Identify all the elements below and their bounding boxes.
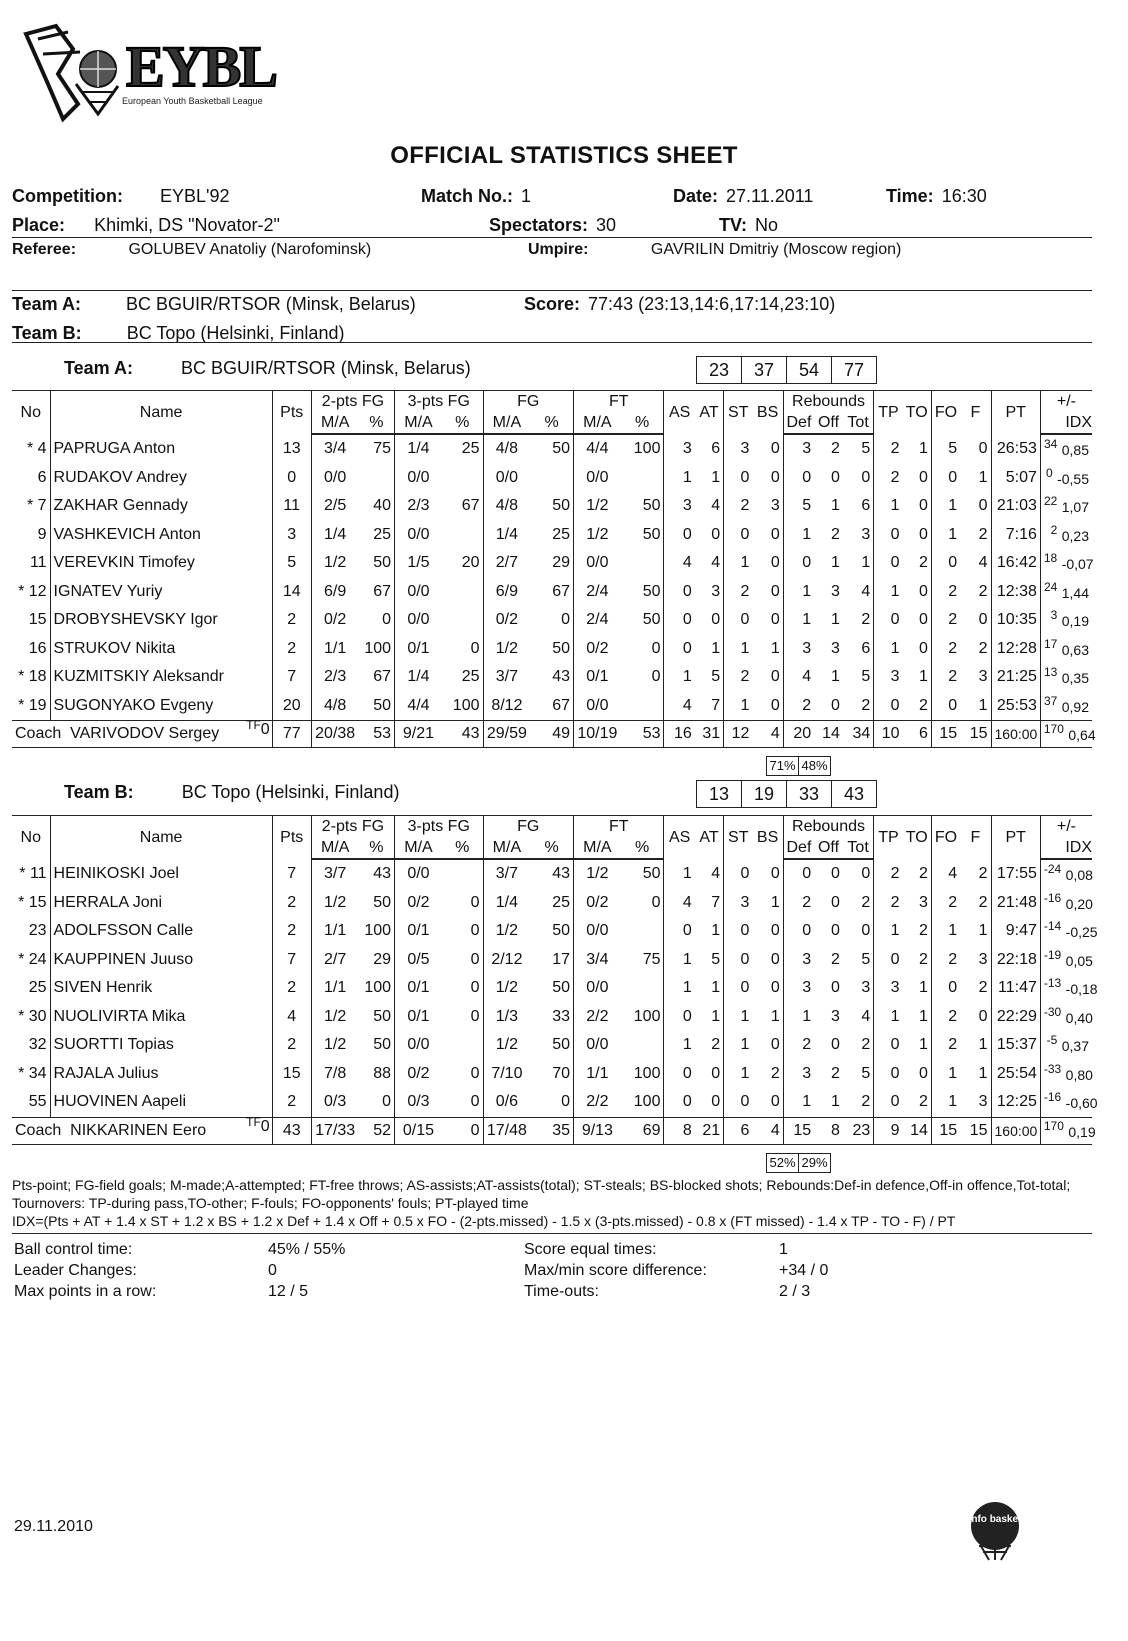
- col-2pts: 2-pts FG: [311, 391, 394, 413]
- col-tp: TP: [874, 816, 903, 860]
- player-row: * 24 KAUPPINEN Juuso 7 2/7 29 0/5 0 2/12 17 3/4 75 1 5 0 0 3 2 5 0 2 2 3 22:18 $^{-19}$ 0,05: [12, 946, 1092, 975]
- player-name: NUOLIVIRTA Mika: [50, 1003, 272, 1032]
- summary-left-values: 45% / 55% 0 12 / 5: [268, 1241, 346, 1300]
- player-row: * 12 IGNATEV Yuriy 14 6/9 67 0/0 6/9 67 2/4 50 0 3 2 0 1 3 4 1 0 2 2 12:38 $^{24}$ 1,44: [12, 578, 1092, 607]
- player-row: 55 HUOVINEN Aapeli 2 0/3 0 0/3 0 0/6 0 2/2 100 0 0 0 0 1 1 2 0 2 1 3 12:25 $^{-16}$ -0,60: [12, 1088, 1092, 1117]
- player-row: 25 SIVEN Henrik 2 1/1 100 0/1 0 1/2 50 0/0 1 1 0 0 3 0 3 3 1 0 2 11:47 $^{-13}$ -0,18: [12, 974, 1092, 1003]
- player-name: VEREVKIN Timofey: [50, 549, 272, 578]
- col-idx: IDX: [1040, 412, 1092, 434]
- col-pt: PT: [991, 391, 1040, 435]
- team-a-quarter-scores: [696, 356, 877, 384]
- col-fg: FG: [483, 816, 573, 838]
- col-3pts: 3-pts FG: [395, 816, 483, 838]
- match-date: Date: 27.11.2011: [673, 186, 814, 206]
- player-name: STRUKOV Nikita: [50, 635, 272, 664]
- col-plusminus: +/-: [1040, 391, 1092, 413]
- col-as: AS: [664, 391, 695, 435]
- quarter-score: 54: [787, 357, 832, 383]
- col-at: AT: [695, 816, 724, 860]
- player-row: * 34 RAJALA Julius 15 7/8 88 0/2 0 7/10 70 1/1 100 0 0 1 2 3 2 5 0 0 1 1 25:54 $^{-33}$ 0,80: [12, 1060, 1092, 1089]
- svg-text:EYBL: EYBL: [126, 34, 276, 99]
- player-name: PAPRUGA Anton: [50, 434, 272, 464]
- col-pt: PT: [991, 816, 1040, 860]
- col-name: Name: [50, 391, 272, 435]
- col-at: AT: [695, 391, 724, 435]
- summary-right-labels: Score equal times: Max/min score difference: Time-outs:: [524, 1241, 707, 1300]
- player-row: * 19 SUGONYAKO Evgeny 20 4/8 50 4/4 100 8/12 67 0/0 4 7 1 0 2 0 2 0 2 0 1 25:53 $^{37}$ 0,92: [12, 692, 1092, 721]
- competition-row: Competition: EYBL'92: [12, 186, 230, 206]
- team-total-row: Coach VARIVODOV Sergey $^{TF}$0 77 20/38 53 9/21 43 29/59 49 10/19 53 16 31 12 4 20 14 34 10 6 15 15 160:00 $^{170}$ 0,64: [12, 721, 1092, 748]
- col-fo: FO: [931, 816, 960, 860]
- col-fg: FG: [483, 391, 573, 413]
- player-name: ZAKHAR Gennady: [50, 492, 272, 521]
- referee-row: Referee: GOLUBEV Anatoliy (Narofominsk): [12, 241, 372, 258]
- summary-left-labels: Ball control time: Leader Changes: Max points in a row:: [14, 1241, 157, 1300]
- tv: TV: No: [719, 215, 779, 235]
- col-no: No: [12, 391, 50, 435]
- player-row: * 4 PAPRUGA Anton 13 3/4 75 1/4 25 4/8 50 4/4 100 3 6 3 0 3 2 5 2 1 5 0 26:53 $^{34}$ 0,85: [12, 434, 1092, 464]
- player-name: RUDAKOV Andrey: [50, 464, 272, 493]
- col-st: ST: [724, 816, 753, 860]
- team-b-quarter-scores: [696, 780, 877, 808]
- svg-text:info basket: info basket: [968, 1514, 1022, 1525]
- quarter-score: 19: [742, 781, 787, 807]
- col-idx: IDX: [1040, 837, 1092, 859]
- infobasket-stamp-icon: [965, 1498, 1025, 1562]
- quarter-score: 77: [843, 360, 865, 380]
- svg-text:European Youth Basketball Leag: European Youth Basketball League: [122, 96, 263, 106]
- quarter-score: 23: [697, 357, 742, 383]
- col-tp: TP: [874, 391, 903, 435]
- player-name: SIVEN Henrik: [50, 974, 272, 1003]
- player-row: * 11 HEINIKOSKI Joel 7 3/7 43 0/0 3/7 43 1/2 50 1 4 0 0 0 0 0 2 2 4 2 17:55 $^{-24}$ 0,08: [12, 859, 1092, 889]
- player-row: 23 ADOLFSSON Calle 2 1/1 100 0/1 0 1/2 50 0/0 0 1 0 0 0 0 0 1 2 1 1 9:47 $^{-14}$ -0,25: [12, 917, 1092, 946]
- col-f: F: [960, 816, 991, 860]
- col-as: AS: [664, 816, 695, 860]
- team-a-row: Team A: BC BGUIR/RTSOR (Minsk, Belarus): [12, 294, 416, 314]
- quarter-score: 37: [742, 357, 787, 383]
- team-b-stats-table: No Name Pts 2-pts FG 3-pts FG FG FT AS AT ST BS Rebounds TP TO FO F PT +/- M/A % M/A % M/A % M/A % Def Off Tot IDX * 11 HEINIKOSKI Joel 7 3/7 43 0/0 3/7 43 1/2 50 1 4 0 0 0 0 0 2 2 4 2 17:55 $^{-24}$ 0,08 * 15 HERRALA Joni 2 1/2 50 0/2 0 1/4 25 0/2 0 4 7 3 1 2 0 2 2 3 2 2 21:48 $^{-16}$ 0,20 23 ADOLFSSON Calle 2 1/1 100 0/1 0 1/2 50 0/0 0 1 0 0 0 0 0 1 2 1 1 9:47 $^{-14}$ -0,25 * 24 KAUPPINEN Juuso 7 2/7 29 0/5 0 2/12 17 3/4 75 1 5 0 0 3 2 5 0 2 2 3 22:18 $^{-19}$ 0,05 25 SIVEN Henrik 2 1/1 100 0/1 0 1/2 50 0/0 1 1 0 0 3 0 3 3 1 0 2 11:47 $^{-13}$ -0,18 * 30 NUOLIVIRTA Mika 4 1/2 50 0/1 0 1/3 33 2/2 100 0 1 1 1 1 3 4 1 1 2 0 22:29 $^{-30}$ 0,40 32 SUORTTI Topias 2 1/2 50 0/0 1/2 50 0/0 1 2 1 0 2 0 2 0 1 2 1 15:37 $^{-5}$ 0,37 * 34 RAJALA Julius 15 7/8 88 0/2 0 7/10 70 1/1 100 0 0 1 2 3 2 5 0 0 1 1 25:54 $^{-33}$ 0,80 55 HUOVINEN Aapeli 2 0/3 0 0/3 0 0/6 0 2/2 100 0 0 0 0 1 1 2 0 2 1 3 12:25 $^{-16}$ -0,60 Coach NIKKARINEN Eero $^{TF}$0 43 17/33 52 0/15 0 17/48 35 9/13 69 8 21 6 4 15 8 23 9 14 15 15 160:00 $^{170}$ 0,19: [12, 815, 1092, 1145]
- player-name: HUOVINEN Aapeli: [50, 1088, 272, 1117]
- player-row: 6 RUDAKOV Andrey 0 0/0 0/0 0/0 0/0 1 1 0 0 0 0 0 2 0 0 1 5:07 $^0$ -0,55: [12, 464, 1092, 493]
- team-a-stats-table: No Name Pts 2-pts FG 3-pts FG FG FT AS AT ST BS Rebounds TP TO FO F PT +/- M/A % M/A % M/A % M/A % Def Off Tot IDX * 4 PAPRUGA Anton 13 3/4 75 1/4 25 4/8 50 4/4 100 3 6 3 0 3 2 5 2 1 5 0 26:53 $^{34}$ 0,85 6 RUDAKOV Andrey 0 0/0 0/0 0/0 0/0 1 1 0 0 0 0 0 2 0 0 1 5:07 $^0$ -0,55 * 7 ZAKHAR Gennady 11 2/5 40 2/3 67 4/8 50 1/2 50 3 4 2 3 5 1 6 1 0 1 0 21:03 $^{22}$ 1,07 9 VASHKEVICH Anton 3 1/4 25 0/0 1/4 25 1/2 50 0 0 0 0 1 2 3 0 0 1 2 7:16 $^2$ 0,23 11 VEREVKIN Timofey 5 1/2 50 1/5 20 2/7 29 0/0 4 4 1 0 0 1 1 0 2 0 4 16:42 $^{18}$ -0,07 * 12 IGNATEV Yuriy 14 6/9 67 0/0 6/9 67 2/4 50 0 3 2 0 1 3 4 1 0 2 2 12:38 $^{24}$ 1,44 15 DROBYSHEVSKY Igor 2 0/2 0 0/0 0/2 0 2/4 50 0 0 0 0 1 1 2 0 0 2 0 10:35 $^3$ 0,19 16 STRUKOV Nikita 2 1/1 100 0/1 0 1/2 50 0/2 0 0 1 1 1 3 3 6 1 0 2 2 12:28 $^{17}$ 0,63 * 18 KUZMITSKIY Aleksandr 7 2/3 67 1/4 25 3/7 43 0/1 0 1 5 2 0 4 1 5 3 1 2 3 21:25 $^{13}$ 0,35 * 19 SUGONYAKO Evgeny 20 4/8 50 4/4 100 8/12 67 0/0 4 7 1 0 2 0 2 0 2 0 1 25:53 $^{37}$ 0,92 Coach VARIVODOV Sergey $^{TF}$0 77 20/38 53 9/21 43 29/59 49 10/19 53 16 31 12 4 20 14 34 10 6 15 15 160:00 $^{170}$ 0,64: [12, 390, 1092, 748]
- player-name: SUGONYAKO Evgeny: [50, 692, 272, 721]
- col-no: No: [12, 816, 50, 860]
- player-row: * 15 HERRALA Joni 2 1/2 50 0/2 0 1/4 25 0/2 0 4 7 3 1 2 0 2 2 3 2 2 21:48 $^{-16}$ 0,20: [12, 889, 1092, 918]
- player-name: IGNATEV Yuriy: [50, 578, 272, 607]
- col-rebounds: Rebounds: [783, 391, 874, 413]
- eybl-logo: [18, 14, 318, 132]
- team-a-rebound-pct: 71% 48%: [766, 756, 831, 776]
- col-f: F: [960, 391, 991, 435]
- player-row: 9 VASHKEVICH Anton 3 1/4 25 0/0 1/4 25 1/2 50 0 0 0 0 1 2 3 0 0 1 2 7:16 $^2$ 0,23: [12, 521, 1092, 550]
- quarter-score: 13: [697, 781, 742, 807]
- team-a-title: Team A: BC BGUIR/RTSOR (Minsk, Belarus): [64, 358, 471, 378]
- player-row: 15 DROBYSHEVSKY Igor 2 0/2 0 0/0 0/2 0 2/4 50 0 0 0 0 1 1 2 0 0 2 0 10:35 $^3$ 0,19: [12, 606, 1092, 635]
- match-time: Time: 16:30: [886, 186, 987, 206]
- col-ft: FT: [573, 391, 664, 413]
- col-to: TO: [903, 816, 932, 860]
- quarter-score: 33: [787, 781, 832, 807]
- col-fo: FO: [931, 391, 960, 435]
- spectators: Spectators: 30: [489, 215, 617, 235]
- umpire-row: Umpire: GAVRILIN Dmitriy (Moscow region): [528, 241, 902, 258]
- player-row: 11 VEREVKIN Timofey 5 1/2 50 1/5 20 2/7 29 0/0 4 4 1 0 0 1 1 0 2 0 4 16:42 $^{18}$ -0,07: [12, 549, 1092, 578]
- col-rebounds: Rebounds: [783, 816, 874, 838]
- player-name: SUORTTI Topias: [50, 1031, 272, 1060]
- player-name: HEINIKOSKI Joel: [50, 859, 272, 889]
- col-bs: BS: [752, 816, 783, 860]
- player-name: HERRALA Joni: [50, 889, 272, 918]
- player-row: 16 STRUKOV Nikita 2 1/1 100 0/1 0 1/2 50 0/2 0 0 1 1 1 3 3 6 1 0 2 2 12:28 $^{17}$ 0,63: [12, 635, 1092, 664]
- col-3pts: 3-pts FG: [395, 391, 483, 413]
- print-date: 29.11.2010: [14, 1518, 93, 1535]
- quarter-score: 43: [843, 784, 865, 804]
- player-name: KUZMITSKIY Aleksandr: [50, 663, 272, 692]
- col-bs: BS: [752, 391, 783, 435]
- player-name: VASHKEVICH Anton: [50, 521, 272, 550]
- col-st: ST: [724, 391, 753, 435]
- player-name: ADOLFSSON Calle: [50, 917, 272, 946]
- player-row: * 7 ZAKHAR Gennady 11 2/5 40 2/3 67 4/8 50 1/2 50 3 4 2 3 5 1 6 1 0 1 0 21:03 $^{22}$ 1,07: [12, 492, 1092, 521]
- col-2pts: 2-pts FG: [311, 816, 394, 838]
- team-b-row: Team B: BC Topo (Helsinki, Finland): [12, 323, 345, 343]
- sheet-title: OFFICIAL STATISTICS SHEET: [390, 142, 738, 169]
- col-name: Name: [50, 816, 272, 860]
- col-ft: FT: [573, 816, 664, 838]
- col-plusminus: +/-: [1040, 816, 1092, 838]
- team-total-row: Coach NIKKARINEN Eero $^{TF}$0 43 17/33 52 0/15 0 17/48 35 9/13 69 8 21 6 4 15 8 23 9 14 15 15 160:00 $^{170}$ 0,19: [12, 1117, 1092, 1144]
- col-pts: Pts: [272, 391, 311, 435]
- abbreviation-legend: Pts-point; FG-field goals; M-made;A-attempted; FT-free throws; AS-assists;AT-assists(total); ST-steals; BS-blocked shots; Rebounds:Def-in defence,Off-in offence,Tot-total; Tournovers: TP-during pass,TO-other; F-fouls; FO-opponents' fouls; PT-played time IDX=(Pts + AT + 1.4 x ST + 1.2 x BS + 1.2 x Def + 1.4 x Off + 0.5 x FO - (2-pts.missed) - 1.5 x (3-pts.missed) - 0.8 x (FT missed) - 1.4 x TP - TO - F) / PT: [12, 1177, 1071, 1229]
- col-pts: Pts: [272, 816, 311, 860]
- summary-right-values: 1 +34 / 0 2 / 3: [779, 1241, 829, 1300]
- team-b-title: Team B: BC Topo (Helsinki, Finland): [64, 782, 400, 802]
- player-row: 32 SUORTTI Topias 2 1/2 50 0/0 1/2 50 0/0 1 2 1 0 2 0 2 0 1 2 1 15:37 $^{-5}$ 0,37: [12, 1031, 1092, 1060]
- player-name: RAJALA Julius: [50, 1060, 272, 1089]
- player-row: * 30 NUOLIVIRTA Mika 4 1/2 50 0/1 0 1/3 33 2/2 100 0 1 1 1 1 3 4 1 1 2 0 22:29 $^{-30}$ 0,40: [12, 1003, 1092, 1032]
- col-to: TO: [903, 391, 932, 435]
- place-row: Place: Khimki, DS "Novator-2": [12, 215, 280, 235]
- player-row: * 18 KUZMITSKIY Aleksandr 7 2/3 67 1/4 25 3/7 43 0/1 0 1 5 2 0 4 1 5 3 1 2 3 21:25 $^{13}$ 0,35: [12, 663, 1092, 692]
- team-b-rebound-pct: 52% 29%: [766, 1153, 831, 1173]
- player-name: KAUPPINEN Juuso: [50, 946, 272, 975]
- score-row: Score: 77:43 (23:13,14:6,17:14,23:10): [524, 294, 836, 314]
- player-name: DROBYSHEVSKY Igor: [50, 606, 272, 635]
- match-no: Match No.: 1: [421, 186, 532, 206]
